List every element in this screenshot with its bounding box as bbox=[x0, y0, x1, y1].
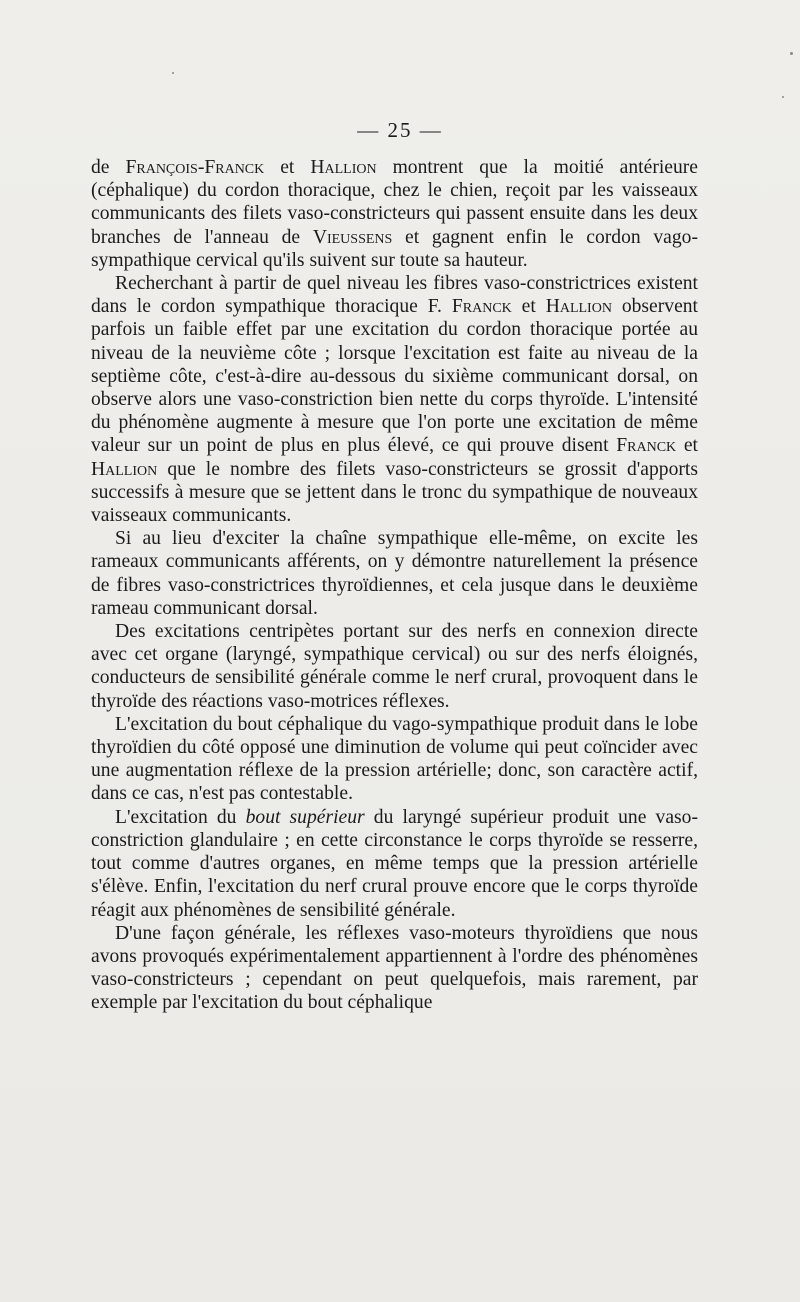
text-run: D'une façon générale, les réflexes vaso-moteurs thyroïdiens que nous avons provoqués expérimentalement appartiennent à l'ordre des phénomènes vaso-constricteurs ; cependant on peut quelquefois, mais rarement, par exemple par l'excitation du bout céphalique bbox=[91, 922, 698, 1014]
text-run: que le nombre des filets vaso-constricteurs se grossit d'apports successifs à mesure que se jettent dans le tronc du sympathique de nouveaux vaisseaux communicants. bbox=[91, 458, 698, 527]
page-number: — 25 — bbox=[357, 118, 443, 142]
paper-speck bbox=[790, 52, 793, 55]
paragraph bbox=[91, 620, 698, 713]
paragraph bbox=[91, 272, 698, 527]
text-run: Des excitations centripètes portant sur des nerfs en connexion directe avec cet organe (laryngé, sympathique cervical) ou sur des nerfs éloignés, conducteurs de sensibilité générale comme le nerf crural, provoquent dans le thyroïde des réactions vaso-motrices réflexes. bbox=[91, 621, 698, 712]
paragraph bbox=[91, 156, 698, 272]
text-run: de bbox=[91, 157, 126, 178]
text-run: observent parfois un faible effet par une excitation du cordon thoracique portée au niveau de la neuvième côte ; lorsque l'excitation est faite au niveau de la septième côte, c'est-à-dire au-dessous du sixième communicant dorsal, on observe alors une vaso-constriction bien nette du corps thyroïde. L'intensité du phénomène augmente à mesure que l'on porte une excitation de même valeur sur un point de plus en plus élevé, ce qui prouve disent bbox=[91, 296, 699, 457]
text-run: du laryngé supérieur produit une vaso-constriction glandulaire ; en cette circonstance le corps thyroïde se resserre, tout comme d'autres organes, en même temps que la pression artérielle s'élève. Enfin, l'excitation du nerf crural prouve encore que le corps thyroïde réagit aux phénomènes de sensibilité générale. bbox=[91, 806, 698, 921]
text-run: Si au lieu d'exciter la chaîne sympathique elle-même, on excite les rameaux communicants afférents, on y démontre naturellement la présence de fibres vaso-constrictrices thyroïdiennes, et cela jusque dans le deuxième rameau communicant dorsal. bbox=[91, 528, 698, 619]
author-name: Franck bbox=[616, 435, 677, 457]
author-name: François-Franck bbox=[125, 157, 265, 178]
text-run: et bbox=[511, 296, 546, 318]
emphasis-text: bout supérieur bbox=[245, 806, 365, 828]
text-run: et bbox=[676, 435, 698, 457]
author-name: Hallion bbox=[545, 296, 612, 318]
paragraph bbox=[91, 527, 698, 620]
author-name: Franck bbox=[451, 296, 512, 318]
paragraph bbox=[91, 806, 698, 922]
paper-speck bbox=[782, 96, 784, 98]
paragraph bbox=[91, 713, 698, 806]
paper-speck bbox=[172, 72, 174, 74]
author-name: Hallion bbox=[310, 157, 377, 178]
text-run: Recherchant à partir de quel niveau les fibres vaso-constrictrices existent dans le cordon sympathique thoracique F. bbox=[91, 273, 698, 318]
text-run: montrent que la moitié antérieure (céphalique) du cordon thoracique, chez le chien, reçoit par les vaisseaux communicants des filets vaso-constricteurs qui passent ensuite dans les deux branches de l'anneau de bbox=[91, 157, 699, 248]
paragraph bbox=[91, 922, 698, 1015]
text-run: L'excitation du bout céphalique du vago-sympathique produit dans le lobe thyroïdien du côté opposé une diminution de volume qui peut coïncider avec une augmentation réflexe de la pression artérielle; donc, son caractère actif, dans ce cas, n'est pas contestable. bbox=[91, 713, 698, 805]
text-run: L'excitation du bbox=[115, 806, 246, 828]
text-run: et gagnent enfin le cordon vago-sympathique cervical qu'ils suivent sur toute sa hauteur. bbox=[91, 226, 698, 271]
body-text bbox=[91, 156, 698, 1015]
text-run: et bbox=[264, 157, 311, 178]
author-name: Vieussens bbox=[312, 226, 393, 248]
author-name: Hallion bbox=[91, 458, 158, 480]
